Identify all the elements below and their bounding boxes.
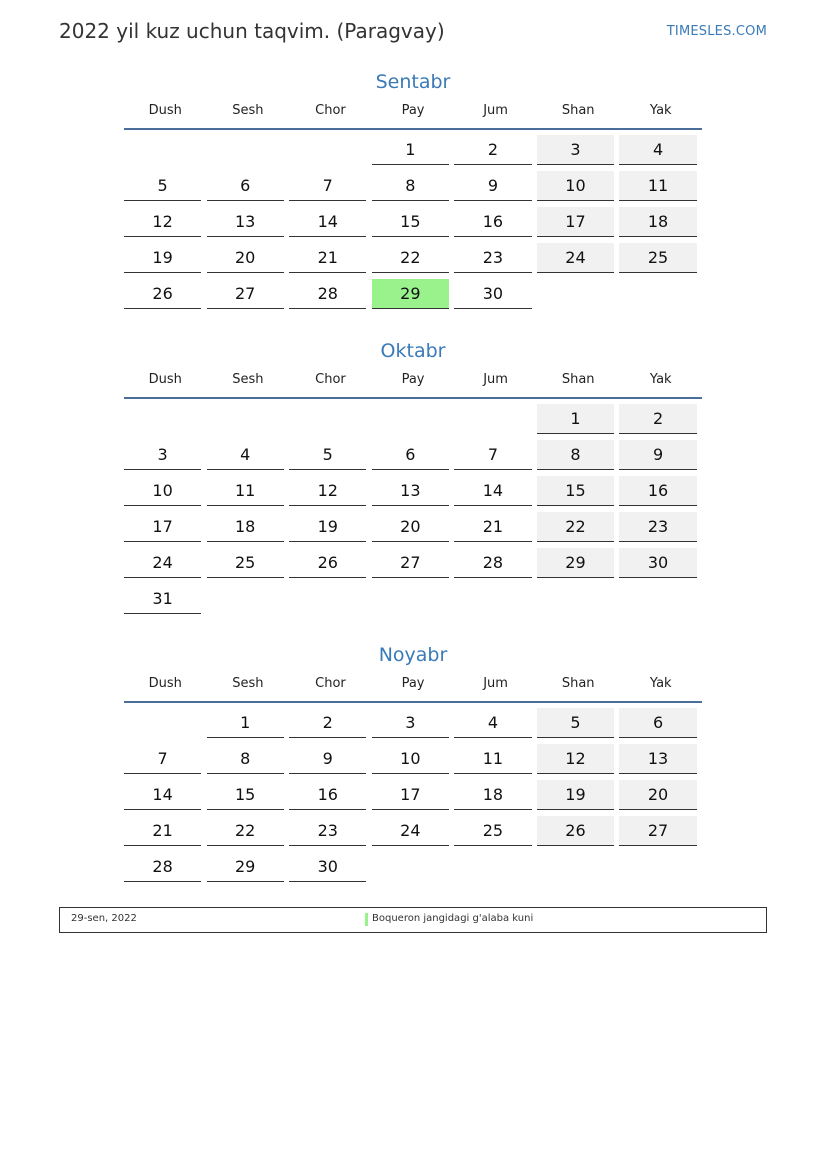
weekday-label: Shan — [561, 676, 595, 691]
day-cell: 7 — [124, 744, 201, 774]
week-row — [124, 476, 702, 512]
day-cell: 13 — [207, 207, 284, 237]
day-cell: 18 — [619, 207, 696, 237]
day-cell: 19 — [537, 780, 614, 810]
day-cell: 1 — [372, 135, 449, 165]
day-cell: 7 — [289, 171, 366, 201]
day-cell: 17 — [537, 207, 614, 237]
empty-day-cell — [619, 584, 696, 614]
day-cell: 2 — [454, 135, 531, 165]
empty-day-cell — [454, 404, 531, 434]
weekday-label: Sesh — [232, 103, 264, 118]
day-cell: 15 — [537, 476, 614, 506]
day-cell: 17 — [124, 512, 201, 542]
day-cell: 25 — [619, 243, 696, 273]
day-cell: 27 — [372, 548, 449, 578]
day-cell: 14 — [124, 780, 201, 810]
day-cell: 12 — [124, 207, 201, 237]
legend-holiday-name: Boqueron jangidagi g'alaba kuni — [372, 913, 534, 924]
weekday-label: Pay — [401, 372, 425, 387]
day-cell: 22 — [207, 816, 284, 846]
day-cell: 28 — [289, 279, 366, 309]
weekday-header — [124, 371, 702, 399]
day-cell: 13 — [619, 744, 696, 774]
empty-day-cell — [207, 584, 284, 614]
weekday-label: Sesh — [232, 676, 264, 691]
day-cell: 6 — [207, 171, 284, 201]
day-cell: 1 — [207, 708, 284, 738]
day-cell: 23 — [454, 243, 531, 273]
empty-day-cell — [124, 135, 201, 165]
weekday-label: Yak — [649, 372, 672, 387]
day-cell: 8 — [207, 744, 284, 774]
day-cell: 12 — [289, 476, 366, 506]
empty-day-cell — [124, 708, 201, 738]
empty-day-cell — [289, 404, 366, 434]
weekday-label: Dush — [148, 103, 182, 118]
day-cell: 10 — [537, 171, 614, 201]
week-row — [124, 744, 702, 780]
day-cell: 26 — [537, 816, 614, 846]
day-cell: 4 — [454, 708, 531, 738]
day-cell: 8 — [537, 440, 614, 470]
day-cell: 14 — [454, 476, 531, 506]
day-cell: 6 — [619, 708, 696, 738]
day-cell: 11 — [619, 171, 696, 201]
weekday-label: Shan — [561, 103, 595, 118]
day-cell: 5 — [289, 440, 366, 470]
day-cell: 17 — [372, 780, 449, 810]
empty-day-cell — [372, 584, 449, 614]
day-cell: 12 — [537, 744, 614, 774]
day-cell: 9 — [289, 744, 366, 774]
day-cell: 3 — [124, 440, 201, 470]
holiday-day-cell: 29 — [372, 279, 449, 309]
empty-day-cell — [619, 279, 696, 309]
day-cell: 23 — [289, 816, 366, 846]
empty-day-cell — [372, 404, 449, 434]
empty-day-cell — [619, 852, 696, 882]
empty-day-cell — [289, 135, 366, 165]
day-cell: 18 — [454, 780, 531, 810]
empty-day-cell — [537, 852, 614, 882]
day-cell: 6 — [372, 440, 449, 470]
weekday-label: Yak — [649, 103, 672, 118]
weekday-label: Jum — [483, 372, 508, 387]
empty-day-cell — [537, 584, 614, 614]
day-cell: 14 — [289, 207, 366, 237]
day-cell: 2 — [619, 404, 696, 434]
day-cell: 22 — [372, 243, 449, 273]
day-cell: 18 — [207, 512, 284, 542]
day-grid — [124, 135, 702, 315]
weekday-label: Pay — [401, 103, 425, 118]
day-cell: 19 — [124, 243, 201, 273]
day-cell: 9 — [619, 440, 696, 470]
empty-day-cell — [124, 404, 201, 434]
page-title: 2022 yil kuz uchun taqvim. (Paragvay) — [59, 19, 445, 43]
day-cell: 30 — [619, 548, 696, 578]
day-cell: 28 — [124, 852, 201, 882]
weekday-label: Dush — [148, 676, 182, 691]
weekday-header — [124, 675, 702, 703]
weekday-label: Jum — [483, 676, 508, 691]
day-cell: 23 — [619, 512, 696, 542]
month-november — [124, 641, 702, 888]
day-cell: 4 — [207, 440, 284, 470]
day-cell: 16 — [619, 476, 696, 506]
weekday-label: Shan — [561, 372, 595, 387]
day-cell: 3 — [372, 708, 449, 738]
day-cell: 8 — [372, 171, 449, 201]
day-cell: 21 — [289, 243, 366, 273]
weekday-label: Sesh — [232, 372, 264, 387]
day-cell: 24 — [537, 243, 614, 273]
legend-color-marker — [365, 913, 368, 926]
day-cell: 27 — [207, 279, 284, 309]
day-cell: 13 — [372, 476, 449, 506]
day-cell: 27 — [619, 816, 696, 846]
empty-day-cell — [207, 135, 284, 165]
weekday-label: Yak — [649, 676, 672, 691]
week-row — [124, 852, 702, 888]
empty-day-cell — [537, 279, 614, 309]
day-cell: 25 — [207, 548, 284, 578]
week-row — [124, 440, 702, 476]
day-cell: 5 — [537, 708, 614, 738]
day-cell: 21 — [124, 816, 201, 846]
day-cell: 24 — [372, 816, 449, 846]
empty-day-cell — [454, 584, 531, 614]
day-cell: 15 — [372, 207, 449, 237]
day-cell: 22 — [537, 512, 614, 542]
day-grid — [124, 708, 702, 888]
day-cell: 16 — [454, 207, 531, 237]
week-row — [124, 584, 702, 620]
week-row — [124, 780, 702, 816]
holiday-legend — [59, 907, 767, 933]
day-cell: 11 — [207, 476, 284, 506]
day-cell: 10 — [124, 476, 201, 506]
weekday-header — [124, 102, 702, 130]
week-row — [124, 171, 702, 207]
day-grid — [124, 404, 702, 620]
week-row — [124, 404, 702, 440]
weekday-label: Chor — [315, 372, 346, 387]
weekday-label: Jum — [483, 103, 508, 118]
day-cell: 24 — [124, 548, 201, 578]
week-row — [124, 512, 702, 548]
empty-day-cell — [454, 852, 531, 882]
day-cell: 30 — [454, 279, 531, 309]
day-cell: 29 — [207, 852, 284, 882]
month-title: Sentabr — [375, 71, 451, 93]
week-row — [124, 816, 702, 852]
empty-day-cell — [372, 852, 449, 882]
day-cell: 15 — [207, 780, 284, 810]
week-row — [124, 279, 702, 315]
month-title: Noyabr — [378, 644, 448, 666]
day-cell: 21 — [454, 512, 531, 542]
day-cell: 3 — [537, 135, 614, 165]
weekday-label: Chor — [315, 103, 346, 118]
weekday-label: Pay — [401, 676, 425, 691]
day-cell: 20 — [619, 780, 696, 810]
day-cell: 11 — [454, 744, 531, 774]
day-cell: 10 — [372, 744, 449, 774]
day-cell: 4 — [619, 135, 696, 165]
week-row — [124, 207, 702, 243]
day-cell: 26 — [289, 548, 366, 578]
weekday-label: Chor — [315, 676, 346, 691]
empty-day-cell — [207, 404, 284, 434]
week-row — [124, 548, 702, 584]
week-row — [124, 243, 702, 279]
day-cell: 19 — [289, 512, 366, 542]
day-cell: 16 — [289, 780, 366, 810]
month-title: Oktabr — [380, 340, 446, 362]
day-cell: 20 — [207, 243, 284, 273]
day-cell: 7 — [454, 440, 531, 470]
day-cell: 1 — [537, 404, 614, 434]
week-row — [124, 135, 702, 171]
day-cell: 28 — [454, 548, 531, 578]
week-row — [124, 708, 702, 744]
day-cell: 30 — [289, 852, 366, 882]
month-september — [124, 68, 702, 315]
month-october — [124, 337, 702, 620]
day-cell: 29 — [537, 548, 614, 578]
day-cell: 2 — [289, 708, 366, 738]
day-cell: 5 — [124, 171, 201, 201]
day-cell: 25 — [454, 816, 531, 846]
day-cell: 20 — [372, 512, 449, 542]
legend-date: 29-sen, 2022 — [71, 913, 137, 924]
empty-day-cell — [289, 584, 366, 614]
day-cell: 9 — [454, 171, 531, 201]
day-cell: 26 — [124, 279, 201, 309]
weekday-label: Dush — [148, 372, 182, 387]
site-link[interactable]: TIMESLES.COM — [666, 24, 767, 39]
day-cell: 31 — [124, 584, 201, 614]
